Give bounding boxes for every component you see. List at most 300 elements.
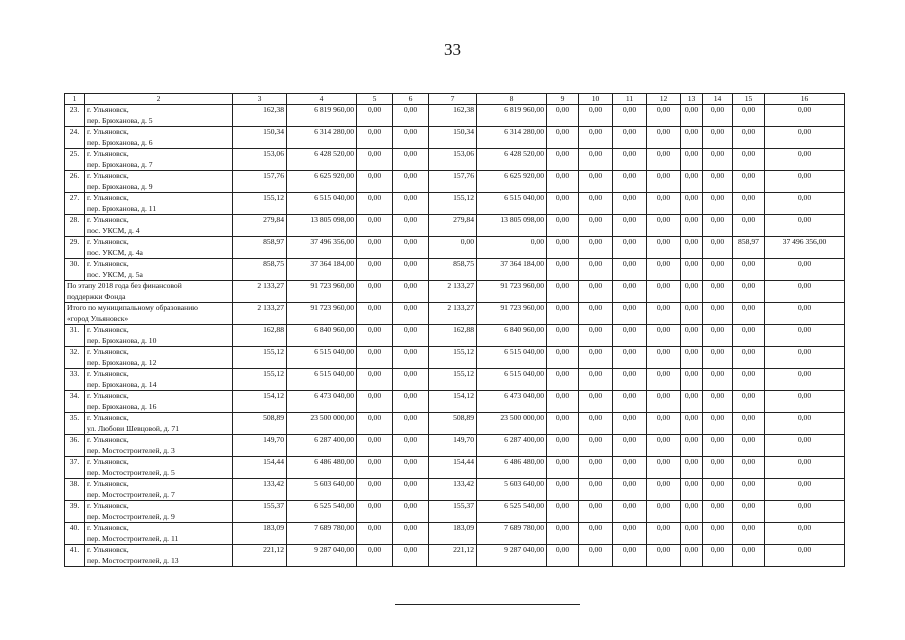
row-number-cell: 29. xyxy=(65,237,85,259)
address-line: пер. Брюханова, д. 7 xyxy=(87,159,153,169)
value-cell-c5: 0,00 xyxy=(357,325,393,347)
value-cell-c9: 0,00 xyxy=(547,215,579,237)
table-row xyxy=(65,259,845,281)
value-cell-area: 155,12 xyxy=(233,369,287,391)
value-cell-c7: 154,44 xyxy=(429,457,477,479)
value-cell-c9: 0,00 xyxy=(547,523,579,545)
table-row xyxy=(65,369,845,391)
address-line: г. Ульяновск, xyxy=(87,127,129,136)
table-row xyxy=(65,325,845,347)
row-number-cell: 36. xyxy=(65,435,85,457)
value-cell-c16: 0,00 xyxy=(765,545,845,567)
value-cell-c10: 0,00 xyxy=(579,193,613,215)
subtotal-row xyxy=(65,303,845,325)
column-header: 11 xyxy=(613,94,647,105)
value-cell-c8: 91 723 960,00 xyxy=(477,303,547,325)
value-cell-c12: 0,00 xyxy=(647,127,681,149)
address-line: г. Ульяновск, xyxy=(87,215,129,224)
value-cell-c10: 0,00 xyxy=(579,501,613,523)
address-line: пер. Брюханова, д. 6 xyxy=(87,137,153,147)
value-cell-c5: 0,00 xyxy=(357,347,393,369)
subtotal-label xyxy=(65,303,233,325)
column-header: 6 xyxy=(393,94,429,105)
value-cell-c11: 0,00 xyxy=(613,303,647,325)
value-cell-c11: 0,00 xyxy=(613,457,647,479)
value-cell-c7: 154,12 xyxy=(429,391,477,413)
table-row xyxy=(65,435,845,457)
value-cell-c7: 858,75 xyxy=(429,259,477,281)
address-line: пер. Мостостроителей, д. 7 xyxy=(87,489,175,499)
value-cell-cost: 6 486 480,00 xyxy=(287,457,357,479)
value-cell-c6: 0,00 xyxy=(393,259,429,281)
value-cell-c15: 0,00 xyxy=(733,325,765,347)
value-cell-c14: 0,00 xyxy=(703,347,733,369)
value-cell-c8: 6 819 960,00 xyxy=(477,105,547,127)
value-cell-c8: 6 287 400,00 xyxy=(477,435,547,457)
value-cell-c8: 6 840 960,00 xyxy=(477,325,547,347)
row-number-cell: 33. xyxy=(65,369,85,391)
footer-divider xyxy=(395,604,580,605)
value-cell-c8: 0,00 xyxy=(477,237,547,259)
value-cell-c13: 0,00 xyxy=(681,391,703,413)
row-number-cell: 28. xyxy=(65,215,85,237)
value-cell-c11: 0,00 xyxy=(613,347,647,369)
value-cell-cost: 6 840 960,00 xyxy=(287,325,357,347)
value-cell-c16: 0,00 xyxy=(765,413,845,435)
value-cell-c16: 0,00 xyxy=(765,193,845,215)
value-cell-c6: 0,00 xyxy=(393,479,429,501)
value-cell-c12: 0,00 xyxy=(647,523,681,545)
value-cell-c9: 0,00 xyxy=(547,369,579,391)
value-cell-c9: 0,00 xyxy=(547,149,579,171)
value-cell-c15: 0,00 xyxy=(733,435,765,457)
value-cell-c15: 0,00 xyxy=(733,457,765,479)
column-header: 5 xyxy=(357,94,393,105)
address-line: поддержки Фонда xyxy=(67,291,126,301)
value-cell-c13: 0,00 xyxy=(681,127,703,149)
value-cell-c14: 0,00 xyxy=(703,457,733,479)
value-cell-c11: 0,00 xyxy=(613,127,647,149)
table-row xyxy=(65,237,845,259)
value-cell-c10: 0,00 xyxy=(579,325,613,347)
address-cell xyxy=(85,237,233,259)
column-header: 8 xyxy=(477,94,547,105)
row-number-cell: 34. xyxy=(65,391,85,413)
address-cell xyxy=(85,215,233,237)
value-cell-cost: 91 723 960,00 xyxy=(287,281,357,303)
value-cell-c10: 0,00 xyxy=(579,127,613,149)
value-cell-c15: 0,00 xyxy=(733,149,765,171)
value-cell-c8: 6 486 480,00 xyxy=(477,457,547,479)
value-cell-c6: 0,00 xyxy=(393,435,429,457)
value-cell-c15: 0,00 xyxy=(733,105,765,127)
value-cell-c12: 0,00 xyxy=(647,193,681,215)
address-line: пер. Мостостроителей, д. 13 xyxy=(87,555,179,565)
column-header: 16 xyxy=(765,94,845,105)
value-cell-c13: 0,00 xyxy=(681,149,703,171)
value-cell-c5: 0,00 xyxy=(357,303,393,325)
address-line: г. Ульяновск, xyxy=(87,325,129,334)
value-cell-c10: 0,00 xyxy=(579,149,613,171)
value-cell-c5: 0,00 xyxy=(357,545,393,567)
address-line: пер. Брюханова, д. 10 xyxy=(87,335,157,345)
value-cell-c6: 0,00 xyxy=(393,523,429,545)
value-cell-area: 149,70 xyxy=(233,435,287,457)
value-cell-c11: 0,00 xyxy=(613,369,647,391)
value-cell-c10: 0,00 xyxy=(579,413,613,435)
value-cell-c6: 0,00 xyxy=(393,545,429,567)
value-cell-c11: 0,00 xyxy=(613,391,647,413)
address-line: пос. УКСМ, д. 4 xyxy=(87,225,140,235)
value-cell-c12: 0,00 xyxy=(647,369,681,391)
value-cell-c8: 5 603 640,00 xyxy=(477,479,547,501)
value-cell-c15: 0,00 xyxy=(733,369,765,391)
column-header: 13 xyxy=(681,94,703,105)
value-cell-c15: 0,00 xyxy=(733,127,765,149)
value-cell-c12: 0,00 xyxy=(647,545,681,567)
address-line: По этапу 2018 года без финансовой xyxy=(67,281,182,290)
value-cell-c14: 0,00 xyxy=(703,325,733,347)
row-number-cell: 25. xyxy=(65,149,85,171)
value-cell-c9: 0,00 xyxy=(547,105,579,127)
value-cell-c10: 0,00 xyxy=(579,281,613,303)
subtotal-row xyxy=(65,281,845,303)
value-cell-c12: 0,00 xyxy=(647,457,681,479)
value-cell-c10: 0,00 xyxy=(579,369,613,391)
value-cell-c6: 0,00 xyxy=(393,215,429,237)
address-cell xyxy=(85,457,233,479)
value-cell-c12: 0,00 xyxy=(647,347,681,369)
program-table-sheet xyxy=(64,93,844,567)
value-cell-area: 2 133,27 xyxy=(233,303,287,325)
address-line: Итого по муниципальному образованию xyxy=(67,303,198,312)
value-cell-c10: 0,00 xyxy=(579,215,613,237)
value-cell-c13: 0,00 xyxy=(681,501,703,523)
value-cell-c8: 13 805 098,00 xyxy=(477,215,547,237)
column-header: 14 xyxy=(703,94,733,105)
value-cell-c8: 6 314 280,00 xyxy=(477,127,547,149)
value-cell-c9: 0,00 xyxy=(547,391,579,413)
value-cell-c16: 0,00 xyxy=(765,347,845,369)
table-row xyxy=(65,215,845,237)
value-cell-c14: 0,00 xyxy=(703,149,733,171)
address-cell xyxy=(85,347,233,369)
address-line: г. Ульяновск, xyxy=(87,171,129,180)
value-cell-c8: 37 364 184,00 xyxy=(477,259,547,281)
value-cell-c8: 6 473 040,00 xyxy=(477,391,547,413)
value-cell-area: 133,42 xyxy=(233,479,287,501)
value-cell-c7: 155,37 xyxy=(429,501,477,523)
value-cell-c14: 0,00 xyxy=(703,523,733,545)
value-cell-c14: 0,00 xyxy=(703,215,733,237)
address-line: пер. Брюханова, д. 16 xyxy=(87,401,157,411)
value-cell-c15: 0,00 xyxy=(733,501,765,523)
value-cell-c5: 0,00 xyxy=(357,523,393,545)
value-cell-c6: 0,00 xyxy=(393,413,429,435)
value-cell-c14: 0,00 xyxy=(703,259,733,281)
value-cell-c11: 0,00 xyxy=(613,171,647,193)
value-cell-c14: 0,00 xyxy=(703,193,733,215)
value-cell-c12: 0,00 xyxy=(647,413,681,435)
value-cell-c9: 0,00 xyxy=(547,413,579,435)
row-number-cell: 23. xyxy=(65,105,85,127)
value-cell-c7: 155,12 xyxy=(429,347,477,369)
value-cell-c14: 0,00 xyxy=(703,127,733,149)
value-cell-c13: 0,00 xyxy=(681,171,703,193)
value-cell-c16: 0,00 xyxy=(765,435,845,457)
value-cell-area: 154,44 xyxy=(233,457,287,479)
value-cell-area: 154,12 xyxy=(233,391,287,413)
value-cell-c7: 157,76 xyxy=(429,171,477,193)
value-cell-c5: 0,00 xyxy=(357,413,393,435)
value-cell-c15: 0,00 xyxy=(733,523,765,545)
row-number-cell: 40. xyxy=(65,523,85,545)
value-cell-c16: 0,00 xyxy=(765,259,845,281)
value-cell-c6: 0,00 xyxy=(393,105,429,127)
address-line: г. Ульяновск, xyxy=(87,523,129,532)
value-cell-c15: 0,00 xyxy=(733,479,765,501)
table-row xyxy=(65,149,845,171)
value-cell-c11: 0,00 xyxy=(613,259,647,281)
value-cell-c7: 153,06 xyxy=(429,149,477,171)
value-cell-cost: 6 525 540,00 xyxy=(287,501,357,523)
value-cell-c6: 0,00 xyxy=(393,391,429,413)
value-cell-c16: 0,00 xyxy=(765,523,845,545)
column-header: 15 xyxy=(733,94,765,105)
value-cell-cost: 6 819 960,00 xyxy=(287,105,357,127)
value-cell-c7: 162,88 xyxy=(429,325,477,347)
value-cell-area: 153,06 xyxy=(233,149,287,171)
address-line: пер. Брюханова, д. 12 xyxy=(87,357,157,367)
address-line: пер. Брюханова, д. 14 xyxy=(87,379,157,389)
value-cell-c7: 183,09 xyxy=(429,523,477,545)
value-cell-c13: 0,00 xyxy=(681,435,703,457)
value-cell-c13: 0,00 xyxy=(681,193,703,215)
value-cell-c8: 6 515 040,00 xyxy=(477,193,547,215)
row-number-cell: 31. xyxy=(65,325,85,347)
value-cell-c15: 0,00 xyxy=(733,413,765,435)
table-row xyxy=(65,457,845,479)
value-cell-c14: 0,00 xyxy=(703,545,733,567)
value-cell-c15: 0,00 xyxy=(733,303,765,325)
value-cell-c14: 0,00 xyxy=(703,501,733,523)
address-line: пер. Мостостроителей, д. 5 xyxy=(87,467,175,477)
value-cell-cost: 91 723 960,00 xyxy=(287,303,357,325)
column-header: 4 xyxy=(287,94,357,105)
row-number-cell: 27. xyxy=(65,193,85,215)
value-cell-c5: 0,00 xyxy=(357,127,393,149)
value-cell-c5: 0,00 xyxy=(357,215,393,237)
table-row xyxy=(65,413,845,435)
value-cell-c15: 0,00 xyxy=(733,193,765,215)
value-cell-area: 221,12 xyxy=(233,545,287,567)
address-cell xyxy=(85,501,233,523)
value-cell-c9: 0,00 xyxy=(547,259,579,281)
value-cell-c9: 0,00 xyxy=(547,303,579,325)
value-cell-c10: 0,00 xyxy=(579,545,613,567)
value-cell-area: 150,34 xyxy=(233,127,287,149)
value-cell-c12: 0,00 xyxy=(647,259,681,281)
value-cell-c6: 0,00 xyxy=(393,193,429,215)
address-cell xyxy=(85,325,233,347)
table-row xyxy=(65,347,845,369)
value-cell-c13: 0,00 xyxy=(681,215,703,237)
value-cell-c12: 0,00 xyxy=(647,171,681,193)
address-cell xyxy=(85,369,233,391)
page-number: 33 xyxy=(444,40,461,59)
value-cell-c5: 0,00 xyxy=(357,259,393,281)
value-cell-cost: 6 287 400,00 xyxy=(287,435,357,457)
value-cell-c14: 0,00 xyxy=(703,413,733,435)
value-cell-c12: 0,00 xyxy=(647,479,681,501)
value-cell-c16: 0,00 xyxy=(765,149,845,171)
value-cell-cost: 6 314 280,00 xyxy=(287,127,357,149)
column-number-row xyxy=(65,94,845,105)
value-cell-c16: 0,00 xyxy=(765,105,845,127)
row-number-cell: 24. xyxy=(65,127,85,149)
address-line: г. Ульяновск, xyxy=(87,259,129,268)
value-cell-c7: 2 133,27 xyxy=(429,303,477,325)
value-cell-cost: 7 689 780,00 xyxy=(287,523,357,545)
address-line: «город Ульяновск» xyxy=(67,313,129,323)
table-row xyxy=(65,127,845,149)
value-cell-c12: 0,00 xyxy=(647,501,681,523)
table-row xyxy=(65,501,845,523)
value-cell-c8: 6 428 520,00 xyxy=(477,149,547,171)
table-row xyxy=(65,171,845,193)
value-cell-area: 508,89 xyxy=(233,413,287,435)
address-line: пер. Мостостроителей, д. 9 xyxy=(87,511,175,521)
value-cell-c9: 0,00 xyxy=(547,545,579,567)
value-cell-c9: 0,00 xyxy=(547,435,579,457)
address-cell xyxy=(85,391,233,413)
value-cell-c6: 0,00 xyxy=(393,457,429,479)
value-cell-c8: 6 515 040,00 xyxy=(477,347,547,369)
value-cell-c10: 0,00 xyxy=(579,435,613,457)
value-cell-c10: 0,00 xyxy=(579,479,613,501)
value-cell-c9: 0,00 xyxy=(547,237,579,259)
address-line: пер. Брюханова, д. 9 xyxy=(87,181,153,191)
value-cell-area: 155,12 xyxy=(233,347,287,369)
value-cell-cost: 6 473 040,00 xyxy=(287,391,357,413)
value-cell-c13: 0,00 xyxy=(681,259,703,281)
address-line: г. Ульяновск, xyxy=(87,545,129,554)
value-cell-c9: 0,00 xyxy=(547,193,579,215)
address-cell xyxy=(85,149,233,171)
value-cell-c13: 0,00 xyxy=(681,347,703,369)
table-body xyxy=(65,105,845,567)
value-cell-c13: 0,00 xyxy=(681,281,703,303)
value-cell-c5: 0,00 xyxy=(357,391,393,413)
value-cell-c15: 0,00 xyxy=(733,545,765,567)
value-cell-cost: 37 364 184,00 xyxy=(287,259,357,281)
value-cell-c13: 0,00 xyxy=(681,105,703,127)
row-number-cell: 37. xyxy=(65,457,85,479)
value-cell-area: 162,38 xyxy=(233,105,287,127)
value-cell-c8: 6 525 540,00 xyxy=(477,501,547,523)
value-cell-area: 162,88 xyxy=(233,325,287,347)
column-header: 10 xyxy=(579,94,613,105)
address-cell xyxy=(85,479,233,501)
value-cell-c16: 0,00 xyxy=(765,303,845,325)
value-cell-c6: 0,00 xyxy=(393,303,429,325)
value-cell-c11: 0,00 xyxy=(613,325,647,347)
value-cell-c5: 0,00 xyxy=(357,105,393,127)
value-cell-c6: 0,00 xyxy=(393,281,429,303)
table-row xyxy=(65,193,845,215)
row-number-cell: 30. xyxy=(65,259,85,281)
value-cell-c9: 0,00 xyxy=(547,281,579,303)
value-cell-c13: 0,00 xyxy=(681,479,703,501)
address-cell xyxy=(85,105,233,127)
value-cell-c9: 0,00 xyxy=(547,127,579,149)
value-cell-c9: 0,00 xyxy=(547,347,579,369)
value-cell-c6: 0,00 xyxy=(393,127,429,149)
value-cell-c12: 0,00 xyxy=(647,281,681,303)
value-cell-cost: 9 287 040,00 xyxy=(287,545,357,567)
subtotal-label xyxy=(65,281,233,303)
value-cell-c13: 0,00 xyxy=(681,523,703,545)
value-cell-area: 155,37 xyxy=(233,501,287,523)
value-cell-c6: 0,00 xyxy=(393,369,429,391)
address-line: пер. Брюханова, д. 5 xyxy=(87,115,153,125)
value-cell-c5: 0,00 xyxy=(357,501,393,523)
value-cell-c12: 0,00 xyxy=(647,105,681,127)
value-cell-cost: 6 515 040,00 xyxy=(287,347,357,369)
value-cell-c11: 0,00 xyxy=(613,501,647,523)
value-cell-c10: 0,00 xyxy=(579,303,613,325)
value-cell-c14: 0,00 xyxy=(703,369,733,391)
row-number-cell: 41. xyxy=(65,545,85,567)
value-cell-c9: 0,00 xyxy=(547,325,579,347)
value-cell-c5: 0,00 xyxy=(357,457,393,479)
value-cell-c12: 0,00 xyxy=(647,435,681,457)
value-cell-c14: 0,00 xyxy=(703,479,733,501)
value-cell-c15: 0,00 xyxy=(733,171,765,193)
value-cell-c16: 0,00 xyxy=(765,171,845,193)
value-cell-c8: 6 515 040,00 xyxy=(477,369,547,391)
value-cell-c14: 0,00 xyxy=(703,435,733,457)
value-cell-cost: 6 625 920,00 xyxy=(287,171,357,193)
row-number-cell: 38. xyxy=(65,479,85,501)
value-cell-c5: 0,00 xyxy=(357,149,393,171)
address-line: пер. Брюханова, д. 11 xyxy=(87,203,157,213)
value-cell-c10: 0,00 xyxy=(579,457,613,479)
value-cell-cost: 13 805 098,00 xyxy=(287,215,357,237)
value-cell-c7: 133,42 xyxy=(429,479,477,501)
value-cell-c14: 0,00 xyxy=(703,105,733,127)
value-cell-c15: 0,00 xyxy=(733,215,765,237)
value-cell-area: 279,84 xyxy=(233,215,287,237)
value-cell-cost: 37 496 356,00 xyxy=(287,237,357,259)
value-cell-c7: 279,84 xyxy=(429,215,477,237)
value-cell-c10: 0,00 xyxy=(579,259,613,281)
address-cell xyxy=(85,413,233,435)
address-line: г. Ульяновск, xyxy=(87,457,129,466)
value-cell-c8: 9 287 040,00 xyxy=(477,545,547,567)
value-cell-c16: 0,00 xyxy=(765,501,845,523)
value-cell-c12: 0,00 xyxy=(647,391,681,413)
value-cell-c13: 0,00 xyxy=(681,545,703,567)
value-cell-c16: 0,00 xyxy=(765,457,845,479)
value-cell-cost: 6 515 040,00 xyxy=(287,369,357,391)
value-cell-c11: 0,00 xyxy=(613,479,647,501)
address-line: пос. УКСМ, д. 5а xyxy=(87,269,143,279)
value-cell-c11: 0,00 xyxy=(613,149,647,171)
value-cell-c7: 162,38 xyxy=(429,105,477,127)
value-cell-c14: 0,00 xyxy=(703,237,733,259)
value-cell-c10: 0,00 xyxy=(579,171,613,193)
